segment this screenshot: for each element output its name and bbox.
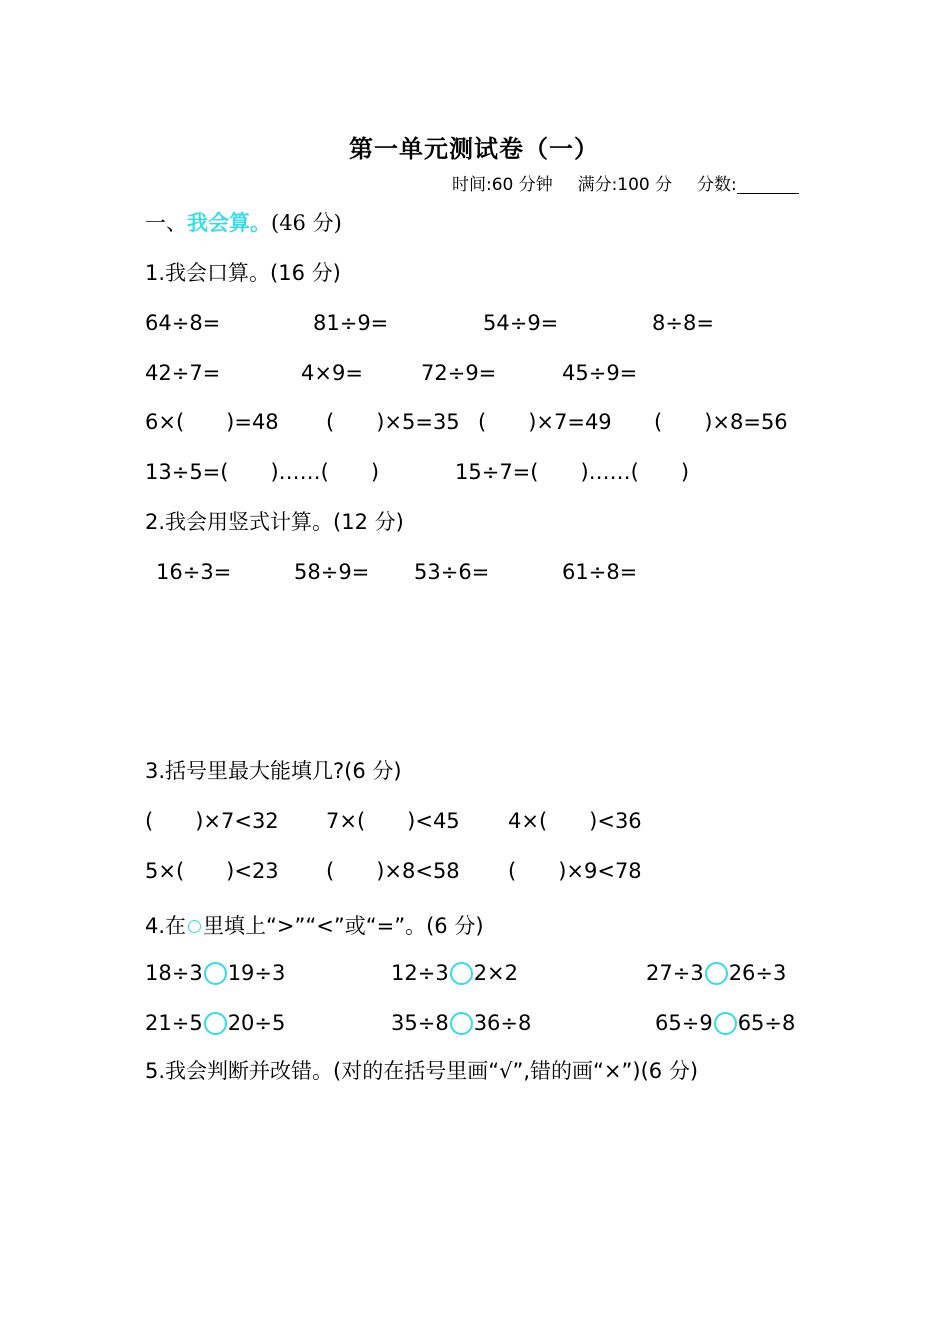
compare-circle[interactable] [204, 1012, 227, 1035]
q3-item: ( )×7<32 [145, 809, 279, 833]
q2-item: 58÷9= [294, 560, 370, 584]
compare-left: 12÷3 [391, 961, 449, 985]
q1-item: 45÷9= [562, 361, 638, 385]
question-1-title: 1.我会口算。(16 分) [145, 261, 341, 285]
question-3-title: 3.括号里最大能填几?(6 分) [145, 759, 402, 783]
q3-item: 7×( )<45 [326, 809, 460, 833]
q1-item: ( )×8=56 [654, 410, 788, 434]
q2-item: 61÷8= [562, 560, 638, 584]
compare-right: 2×2 [473, 961, 519, 985]
q3-item: ( )×8<58 [326, 859, 460, 883]
compare-right: 65÷8 [737, 1011, 796, 1035]
compare-left: 35÷8 [391, 1011, 449, 1035]
q2-item: 16÷3= [156, 560, 232, 584]
section-prefix: 一、 [145, 211, 187, 235]
circle-icon [188, 920, 201, 933]
compare-left: 65÷9 [655, 1011, 713, 1035]
compare-item [391, 1012, 531, 1035]
q1-item: 15÷7=( )……( ) [455, 460, 690, 484]
exam-meta [452, 177, 799, 194]
compare-item [145, 962, 285, 985]
compare-item [391, 962, 518, 985]
section-highlight: 我会算。 [187, 211, 271, 235]
compare-circle[interactable] [204, 962, 227, 985]
q2-item: 53÷6= [414, 560, 490, 584]
q1-item: ( )×7=49 [478, 410, 612, 434]
q1-item: 81÷9= [313, 311, 389, 335]
compare-right: 36÷8 [473, 1011, 532, 1035]
q1-item: 72÷9= [421, 361, 497, 385]
question-4-title [145, 916, 484, 937]
q1-item: 8÷8= [652, 311, 714, 335]
q4-title-prefix: 4.在 [145, 914, 187, 938]
page-title: 第一单元测试卷（一） [349, 134, 599, 163]
q3-item: ( )×9<78 [508, 859, 642, 883]
section-points: (46 分) [271, 211, 342, 235]
compare-item [646, 962, 786, 985]
q1-item: 4×9= [301, 361, 363, 385]
compare-left: 21÷5 [145, 1011, 203, 1035]
compare-right: 20÷5 [227, 1011, 286, 1035]
q4-title-suffix: 里填上“>”“<”或“=”。(6 分) [203, 914, 484, 938]
q1-item: 13÷5=( )……( ) [145, 460, 380, 484]
q1-item: 6×( )=48 [145, 410, 279, 434]
q3-item: 5×( )<23 [145, 859, 279, 883]
full-score: 满分:100 分 [577, 175, 673, 195]
q1-item: 42÷7= [145, 361, 221, 385]
compare-circle[interactable] [450, 962, 473, 985]
section-heading [145, 213, 342, 234]
question-5-title: 5.我会判断并改错。(对的在括号里画“√”,错的画“×”)(6 分) [145, 1059, 699, 1083]
compare-left: 18÷3 [145, 961, 203, 985]
compare-circle[interactable] [714, 1012, 737, 1035]
compare-left: 27÷3 [646, 961, 704, 985]
compare-circle[interactable] [450, 1012, 473, 1035]
compare-item [655, 1012, 795, 1035]
compare-right: 19÷3 [227, 961, 286, 985]
compare-circle[interactable] [705, 962, 728, 985]
question-2-title: 2.我会用竖式计算。(12 分) [145, 510, 404, 534]
q1-item: 54÷9= [483, 311, 559, 335]
q1-item: 64÷8= [145, 311, 221, 335]
compare-item [145, 1012, 285, 1035]
q3-item: 4×( )<36 [508, 809, 642, 833]
q1-item: ( )×5=35 [326, 410, 460, 434]
score-label: 分数: [696, 175, 737, 195]
score-blank[interactable] [737, 177, 799, 194]
compare-right: 26÷3 [728, 961, 787, 985]
time-limit: 时间:60 分钟 [452, 175, 553, 195]
